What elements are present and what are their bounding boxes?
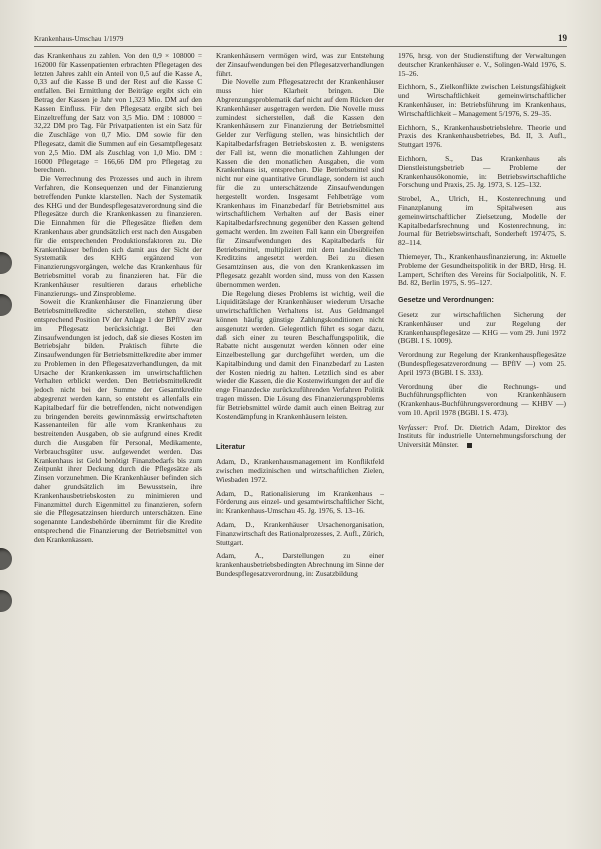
- punch-hole: [0, 294, 12, 316]
- reference-item: Eichhorn, S., Zielkonflikte zwischen Leistungsfähigkeit und Wirtschaftlichkeit gemeinwirtschaftlicher Krankenhäuser, in: Betriebsführung im Krankenhaus, Wirtschaftlichkeit – Management 5/1976, S. 29–35.: [398, 82, 566, 118]
- running-title: Krankenhaus-Umschau 1/1979: [34, 35, 124, 43]
- literature-heading: Literatur: [216, 442, 246, 452]
- paragraph: Die Novelle zum Pflegesatzrecht der Krankenhäuser muss hier Klarheit bringen. Die Abgrenzungsproblematik darf nicht auf dem Rücken der Krankenhäuser ausgetragen werden. Die Novelle muss zumindest sicherstellen, daß die Kassen den Krankenhäusern zur Finanzierung der Betriebsmittel Gelder zur Verfügung stellen, was hinsichtlich der Kapitalbedarfsfragen Betriebskosten z. B. wenigstens der Fall ist, wenn die monatlichen Zahlungen der Kassen die den monatlichen Ausgaben, die vom Krankenhaus ist, entsprechen. Die Betriebsmittel sind nicht nur eine quantitative Grundlage, sondern ist auch für die zu unterschätzende Zinsaufwendungen hergestellt worden. Insgesamt Fehlbeträge vom Krankenhaus im Finanzbedarf für Betriebsmittel aus wirtschaftlichem Verhalten auf der Basis einer Kapitalbedarfsrechnung gegenüber den Kassen geltend gemacht werden. Im zweiten Fall kann ein Übergreifen für Zinsaufwendungen des Kapitalbedarfs für Betriebsmittel, multipliziert mit dem landesüblichen Kreditzins angesetzt werden. Bei zu diesen Gesamtzinsen aus, die von den Krankenkassen im Pflegesatz gezahlt worden sind, muss von den Kassen übernommen werden.: [216, 77, 384, 289]
- paragraph: das Krankenhaus zu zahlen. Von den 0,9 × 108000 = 162000 für Kassenpatienten erbrachten Pflegetagen des letzten Jahres zahlt ein Anteil von 0,5 auf die Kasse A, 0,33 auf die Kasse B und der Rest auf die Kasse C entfallen. Bei Ermittlung der Beiträge ergibt sich ein Betrag der Kassen je Jahr von 1,323 Mio. DM auf den Kassen Einfluss. Für den Pflegesatz ergibt sich bei Einzeltreffung der Satz von 3,5 Mio. DM : 108000 = 32,22 DM pro Tag. Für Privatpatienten ist ein Satz für die Zuschläge von 0,7 Mio. DM sowie für den Pflegesatz, damit die Summen auf ein Gesamtpflegesatz von 2,5 Mio. DM als Zuschlag von 1,0 Mio. DM : 16000 Pflegetage = 166,66 DM pro Pflegetag zu berechnen.: [34, 52, 202, 175]
- author-text: Prof. Dr. Dietrich Adam, Direktor des Instituts für industrielle Unternehmungsforschung der Universität Münster.: [398, 422, 566, 450]
- punch-hole: [0, 252, 12, 274]
- reference-item: 1976, hrsg. von der Studienstiftung der Verwaltungen deutscher Krankenhäuser e. V., Solingen-Wald 1976, S. 15–26.: [398, 52, 566, 78]
- end-mark: [467, 443, 472, 448]
- paragraph: Soweit die Krankenhäuser die Finanzierung über Betriebsmittelkredite sicherstellen, stehen diese entsprechend Position IV der Anlage 1 der BPflV zwar im Pflegesatz berücksichtigt. Bei den Zinsaufwendungen ist jedoch, daß sie dieses Kosten im Betriebsjahr bilden. Praktisch führte die Zinsaufwendungen für Betriebsmittelkredite aber immer zu Problemen in den Pflegesatzverhandlungen, da mit Ursache der Krankenkassen im unwirtschaftlichen Verhalten erblickt werden. Den Betriebsmittelkredit jedoch nicht bei der Summe der Gesamtkredite abgegrenzt werden kann, so entsteht es allenfalls ein Kapitalbedarf für die betreffenden, nicht notwendigen zu bringenden bereits gewinnmässig erwirtschafteten Kassenanteilen für alle vom Krankenhaus zu bestreitenden Ausgaben, ob sie aufgrund eines Kredit durch die Ausgaben für Personal, Medikamente, Verbrauchsgüter usw. aufgewendet werden. Das Krankenhaus ist Geld benötigt Finanzbedarfs bis zum Zeitpunkt ihrer Deckung durch die Pflegesätze als Zinsen vorzunehmen. Die Krankenhäuser befinden sich daher grundsätzlich im Bewusstsein, ihre Krankenhausbetriebskosten zu minimieren und Finanzmittel durch Eigenmittel zu finanzieren, sofern sie die Pflegesatzzinsen hierdurch unterschätzen. Eine sogenannte Landesbehörde übernimmt für die Kredite entsprechend die Finanzierung der Betriebsmittel von den Krankenkassen.: [34, 297, 202, 544]
- punch-hole: [0, 548, 12, 570]
- text-column-2: [216, 52, 384, 832]
- laws-heading: Gesetze und Verordnungen:: [398, 295, 494, 305]
- text-column-1: [34, 52, 202, 832]
- author-label: Verfasser:: [398, 422, 428, 432]
- law-item: Gesetz zur wirtschaftlichen Sicherung der Krankenhäuser und zur Regelung der Krankenhauspflegesätze — KHG — vom 29. Juni 1972 (BGBl. I S. 1009).: [398, 309, 566, 346]
- reference-item: Thiemeyer, Th., Krankenhausfinanzierung, in: Aktuelle Probleme der Gesundheitspolitik in der BRD, Hrsg. H. Lampert, Schriften des Vereins für Socialpolitik, N. F. Bd. 82, Berlin 1975, S. 95–127.: [398, 251, 566, 288]
- page-header: [34, 34, 567, 47]
- page-number: 19: [558, 33, 567, 43]
- paragraph: Krankenhäusern vermögen wird, was zur Entstehung der Zinsaufwendungen bei den Pflegesatzverhandlungen führt.: [216, 52, 384, 78]
- paragraph: Die Regelung dieses Problems ist wichtig, weil die Liquiditätslage der Krankenhäuser wiederum Ursache unwirtschaftlichen Verhaltens ist. Aus Geldmangel können häufig günstige Zahlungskonditionen nicht ausgenutzt werden. Gelegentlich führt es sogar dazu, daß sich einer zu teuren Beschaffungspolitik, die Rabatte nicht ausgenutzt werden können oder eine Einzelbestellung gar durchgeführt werden, um die Kapitalbindung und damit den Finanzbedarf zu Lasten der Kosten niedrig zu halten. Letztlich sind es aber wieder die Kassen, die die Kostenwirkungen der auf die enge Finanzdecke zurückzuführenden Verfahren Politik tragen müssen. Die Lösung des Finanzierungsproblems für Betriebsmittel würde damit auch einen Beitrag zur Kostendämpfung in Krankenhäusern leisten.: [216, 288, 384, 421]
- law-item: Verordnung über die Rechnungs- und Buchführungspflichten von Krankenhäusern (Krankenhaus-Buchführungsverordnung — KHBV —) vom 10. April 1978 (BGBl. I S. 473).: [398, 381, 566, 417]
- reference-item: Adam, A., Darstellungen zu einer krankenhausbetriebsbedingten Abrechnung im Sinne der Bundespflegesatzverordnung, in: Zusatzbildung: [216, 551, 384, 579]
- text-column-3: [398, 52, 566, 832]
- law-item: Verordnung zur Regelung der Krankenhauspflegesätze (Bundespflegesatzverordnung — BPflV —) vom 25. April 1973 (BGBl. I S. 333).: [398, 350, 566, 377]
- reference-item: Strobel, A., Ulrich, H., Kostenrechnung und Finanzplanung im Spitalwesen aus gemeinwirtschaftlicher Zielsetzung, Modelle der Kapitalbedarfsrechnung und Kostenrechnung, in: Journal für Betriebswirtschaft, Sonderheft 1974/75, S. 82–114.: [398, 194, 566, 248]
- reference-item: Adam, D., Krankenhäuser Ursachenorganisation, Finanzwirtschaft des Rationalprozesses, 2. Aufl., Zürich, Stuttgart.: [216, 520, 384, 547]
- author-note: [398, 424, 566, 450]
- reference-item: Adam, D., Krankenhausmanagement im Konfliktfeld zwischen medizinischen und wirtschaftlichen Zielen, Wiesbaden 1972.: [216, 457, 384, 484]
- punch-hole: [0, 590, 12, 612]
- paragraph: Die Verrechnung des Prozesses und auch in ihrem Verfahren, die Konsequenzen und der Finanzierung betreffenden Punkte klarstellen. Nach der Systematik des KHG und der Bundespflegesatzverordnung sind die Pflegesätze durch die Krankenkassen zu finanzieren. Die Einnahmen für die Pflegesätze fließen dem Krankenhaus aber grundsätzlich erst nach den Ausgaben für die entsprechenden Produktionsfaktoren zu. Die Krankenhäuser befinden sich damit aus der Sicht der Systematik des KHG ergänzend von Finanzierungsvorgängen, welche das Krankenhaus für Betriebsmittel vorab zu finanzieren hat. Für die Krankenhäuser resultieren daraus erhebliche Finanzierungs- und Zinsprobleme.: [34, 174, 202, 298]
- reference-item: Adam, D., Rationalisierung im Krankenhaus – Förderung aus einzel- und gesamtwirtschaftlicher Sicht, in: Krankenhaus-Umschau 45. Jg. 1976, S. 13–16.: [216, 488, 384, 516]
- reference-item: Eichhorn, S., Das Krankenhaus als Dienstleistungsbetrieb — Probleme der Krankenhausökonomie, in: Betriebswirtschaftliche Forschung und Praxis, 25. Jg. 1973, S. 125–132.: [398, 153, 566, 190]
- reference-item: Eichhorn, S., Krankenhausbetriebslehre. Theorie und Praxis des Krankenhausbetriebes, Bd. II, 3. Aufl., Stuttgart 1976.: [398, 122, 566, 150]
